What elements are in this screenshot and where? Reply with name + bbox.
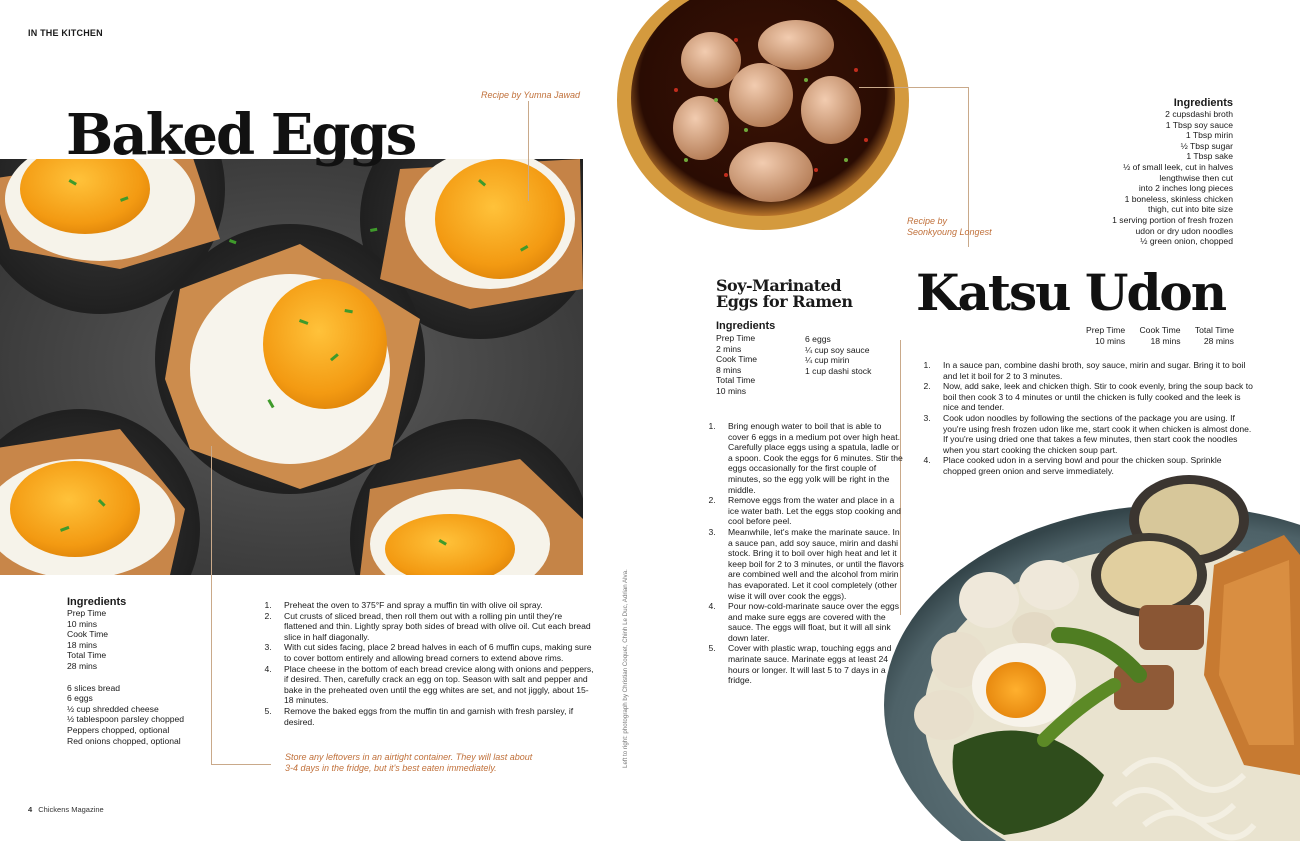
baked-eggs-photo (0, 159, 583, 575)
katsu-udon-photo (884, 475, 1300, 841)
soy-eggs-photo (616, 0, 910, 230)
time-block (1139, 325, 1180, 346)
ingredient-item: ½ Tbsp sugar (1180, 140, 1233, 151)
time-label: Total Time (67, 650, 107, 661)
time-value: 10 mins (716, 385, 747, 396)
ingredient-list (67, 683, 207, 747)
baked-eggs-credit: Recipe by Yumna Jawad (481, 90, 581, 100)
baked-eggs-title: Baked Eggs (66, 102, 416, 168)
ingredient-item: ½ of small leek, cut in halves (1123, 161, 1233, 172)
step-item: 1. Preheat the oven to 375°F and spray a muffin tin with olive oil spray. (274, 600, 594, 611)
divider-line (211, 446, 212, 764)
ingredient-item: 1 boneless, skinless chicken (1124, 193, 1233, 204)
soy-eggs-title (716, 278, 852, 310)
ingredient-list (805, 334, 905, 376)
time-block (1195, 325, 1234, 346)
katsu-udon-steps (911, 360, 1253, 477)
title-line2: Eggs for Ramen (716, 292, 853, 311)
photo-credit: Left to right: photograph by Christian Coquet, Chinh Le Duc, Adrian Alva. (622, 569, 629, 768)
ingredients-heading: Ingredients (1173, 97, 1233, 109)
ingredient-item: 2 cupsdashi broth (1165, 109, 1233, 119)
baked-eggs-ingredients (67, 596, 207, 746)
ingredient-item: 6 eggs (805, 334, 831, 344)
ingredient-item: 6 eggs (67, 693, 93, 704)
time-block (1086, 325, 1125, 346)
time-value: 2 mins (716, 343, 742, 354)
ingredient-item: ½ green onion, chopped (1140, 236, 1233, 247)
ingredient-item: ¼ cup soy sauce (805, 344, 870, 355)
time-label: Cook Time (1139, 325, 1181, 335)
soy-eggs-credit (907, 216, 992, 238)
ingredient-item: Red onions chopped, optional (67, 735, 181, 746)
step-item: 5. Remove the baked eggs from the muffin tin and garnish with fresh parsley, if desired. (274, 706, 594, 727)
time-label: Prep Time (67, 608, 107, 618)
ingredient-item: ½ tablespoon parsley chopped (67, 714, 185, 725)
credit-line2: Seonkyoung Longest (907, 227, 992, 237)
time-value: 28 mins (67, 660, 98, 671)
step-item: 4. Place cooked udon in a serving bowl and pour the chicken soup. Sprinkle chopped green onion and serve immediately. (933, 455, 1253, 476)
ingredient-item: ¼ cup mirin (805, 355, 850, 366)
baked-eggs-steps (252, 600, 594, 727)
page-footer (28, 805, 104, 814)
ingredient-list (1020, 109, 1233, 247)
soy-eggs-ingredients (716, 320, 896, 396)
time-value: 8 mins (716, 364, 742, 375)
step-item: 3. Cook udon noodles by following the sections of the package you are using. If you're using fresh frozen udon like me, start cook it when chicken is almost done. If you're using dried one that takes a few minutes, then start cook the noodles when you start cooking the chicken soup part. (933, 413, 1253, 455)
storage-note: Store any leftovers in an airtight container. They will last about 3-4 days in the fridge, but it's best eaten immediately. (285, 752, 533, 773)
credit-line (528, 101, 529, 201)
step-item: 3. With cut sides facing, place 2 bread halves in each of 6 muffin cups, making sure to cover bottom entirely and allowing bread corners to extend above rims. (274, 642, 594, 663)
step-item: 1. In a sauce pan, combine dashi broth, soy sauce, mirin and sugar. Bring it to boil and let it boil for 2 to 3 minutes. (933, 360, 1253, 381)
section-tag: IN THE KITCHEN (28, 28, 103, 38)
ingredient-item: 1 Tbsp sake (1186, 151, 1233, 162)
time-value: 18 mins (1150, 335, 1181, 346)
ingredient-item: 6 slices bread (67, 682, 121, 693)
ingredient-item: 1 cup dashi stock (805, 365, 872, 376)
divider-line (211, 764, 271, 765)
step-item: 3. Meanwhile, let's make the marinate sauce. In a sauce pan, add soy sauce, mirin and dashi stock. Bring it to boil over high heat and let it keep boil for 2 to 3 minutes, or until the flavors are combined well and the alcohol from mirin has evaporated. Let it cool completely (other wise it will over cook the eggs). (718, 527, 904, 601)
time-list (716, 333, 796, 397)
time-label: Total Time (1194, 325, 1234, 335)
soy-eggs-steps (696, 421, 904, 686)
step-item: 1. Bring enough water to boil that is able to cover 6 eggs in a medium pot over high heat. Carefully place eggs using a spatula, ladle or a spoon. Cook the eggs for 6 minutes. Stir the eggs occasionally for the first couple of minutes, so the egg yolk will be right in the middle. (718, 421, 904, 495)
step-item: 2. Cut crusts of sliced bread, then roll them out with a rolling pin until they're flattened and thin. Lightly spray both sides of bread with olive oil. Cut each bread slice in half diagonally. (274, 611, 594, 643)
ingredients-heading: Ingredients (716, 320, 776, 332)
baked-eggs-illustration (0, 159, 583, 575)
katsu-udon-times (1086, 325, 1234, 346)
ingredient-item: 1 Tbsp mirin (1185, 130, 1233, 141)
ingredient-item: 1 serving portion of fresh frozen (1112, 214, 1233, 225)
ingredient-item: 1 Tbsp soy sauce (1165, 119, 1233, 130)
time-value: 28 mins (1203, 335, 1234, 346)
time-value: 10 mins (67, 618, 98, 629)
time-value: 18 mins (67, 639, 98, 650)
ingredient-item: Peppers chopped, optional (67, 724, 170, 735)
time-label: Prep Time (1086, 325, 1126, 335)
ingredient-item: lengthwise then cut (1159, 172, 1233, 183)
ingredient-item: into 2 inches long pieces (1138, 183, 1233, 194)
time-label: Cook Time (716, 354, 758, 365)
step-item: 2. Now, add sake, leek and chicken thigh. Stir to cook evenly, bring the soup back to boil then cook 3 to 4 minutes or until the chicken is fully cooked and the leek is nice and tender. (933, 381, 1253, 413)
katsu-udon-ingredients (1020, 97, 1233, 247)
katsu-udon-title: Katsu Udon (916, 263, 1226, 322)
step-item: 4. Pour now-cold-marinate sauce over the eggs and make sure eggs are covered with the sauce. The eggs will float, but it will all sink down later. (718, 601, 904, 643)
time-label: Prep Time (716, 333, 756, 343)
page-number: 4 (28, 805, 33, 814)
katsu-udon-illustration (884, 475, 1300, 841)
time-label: Cook Time (67, 629, 109, 640)
step-item: 2. Remove eggs from the water and place in a ice water bath. Let the eggs stop cooking and cool before peel. (718, 495, 904, 527)
time-value: 10 mins (1095, 335, 1126, 346)
time-list (67, 608, 207, 672)
ingredient-item: udon or dry udon noodles (1135, 225, 1233, 236)
title-line1: Soy-Marinated (716, 276, 842, 295)
ingredients-heading: Ingredients (67, 596, 127, 608)
credit-line1: Recipe by (907, 216, 948, 226)
step-item: 5. Cover with plastic wrap, touching eggs and marinate sauce. Marinate eggs at least 24 hours or longer. It will last 5 to 7 days in a fridge. (718, 643, 904, 685)
ingredient-item: thigh, cut into bite size (1147, 204, 1233, 215)
credit-line (859, 87, 969, 88)
time-label: Total Time (716, 375, 756, 386)
soy-eggs-illustration (616, 0, 910, 230)
ingredient-item: ½ cup shredded cheese (67, 703, 159, 714)
step-item: 4. Place cheese in the bottom of each bread crevice along with onions and peppers, if desired. Then, carefully crack an egg on top. Season with salt and pepper and bake in the preheated oven until the egg whites are set, and not jiggly, about 15-18 minutes. (274, 664, 594, 706)
magazine-name: Chickens Magazine (38, 805, 104, 814)
